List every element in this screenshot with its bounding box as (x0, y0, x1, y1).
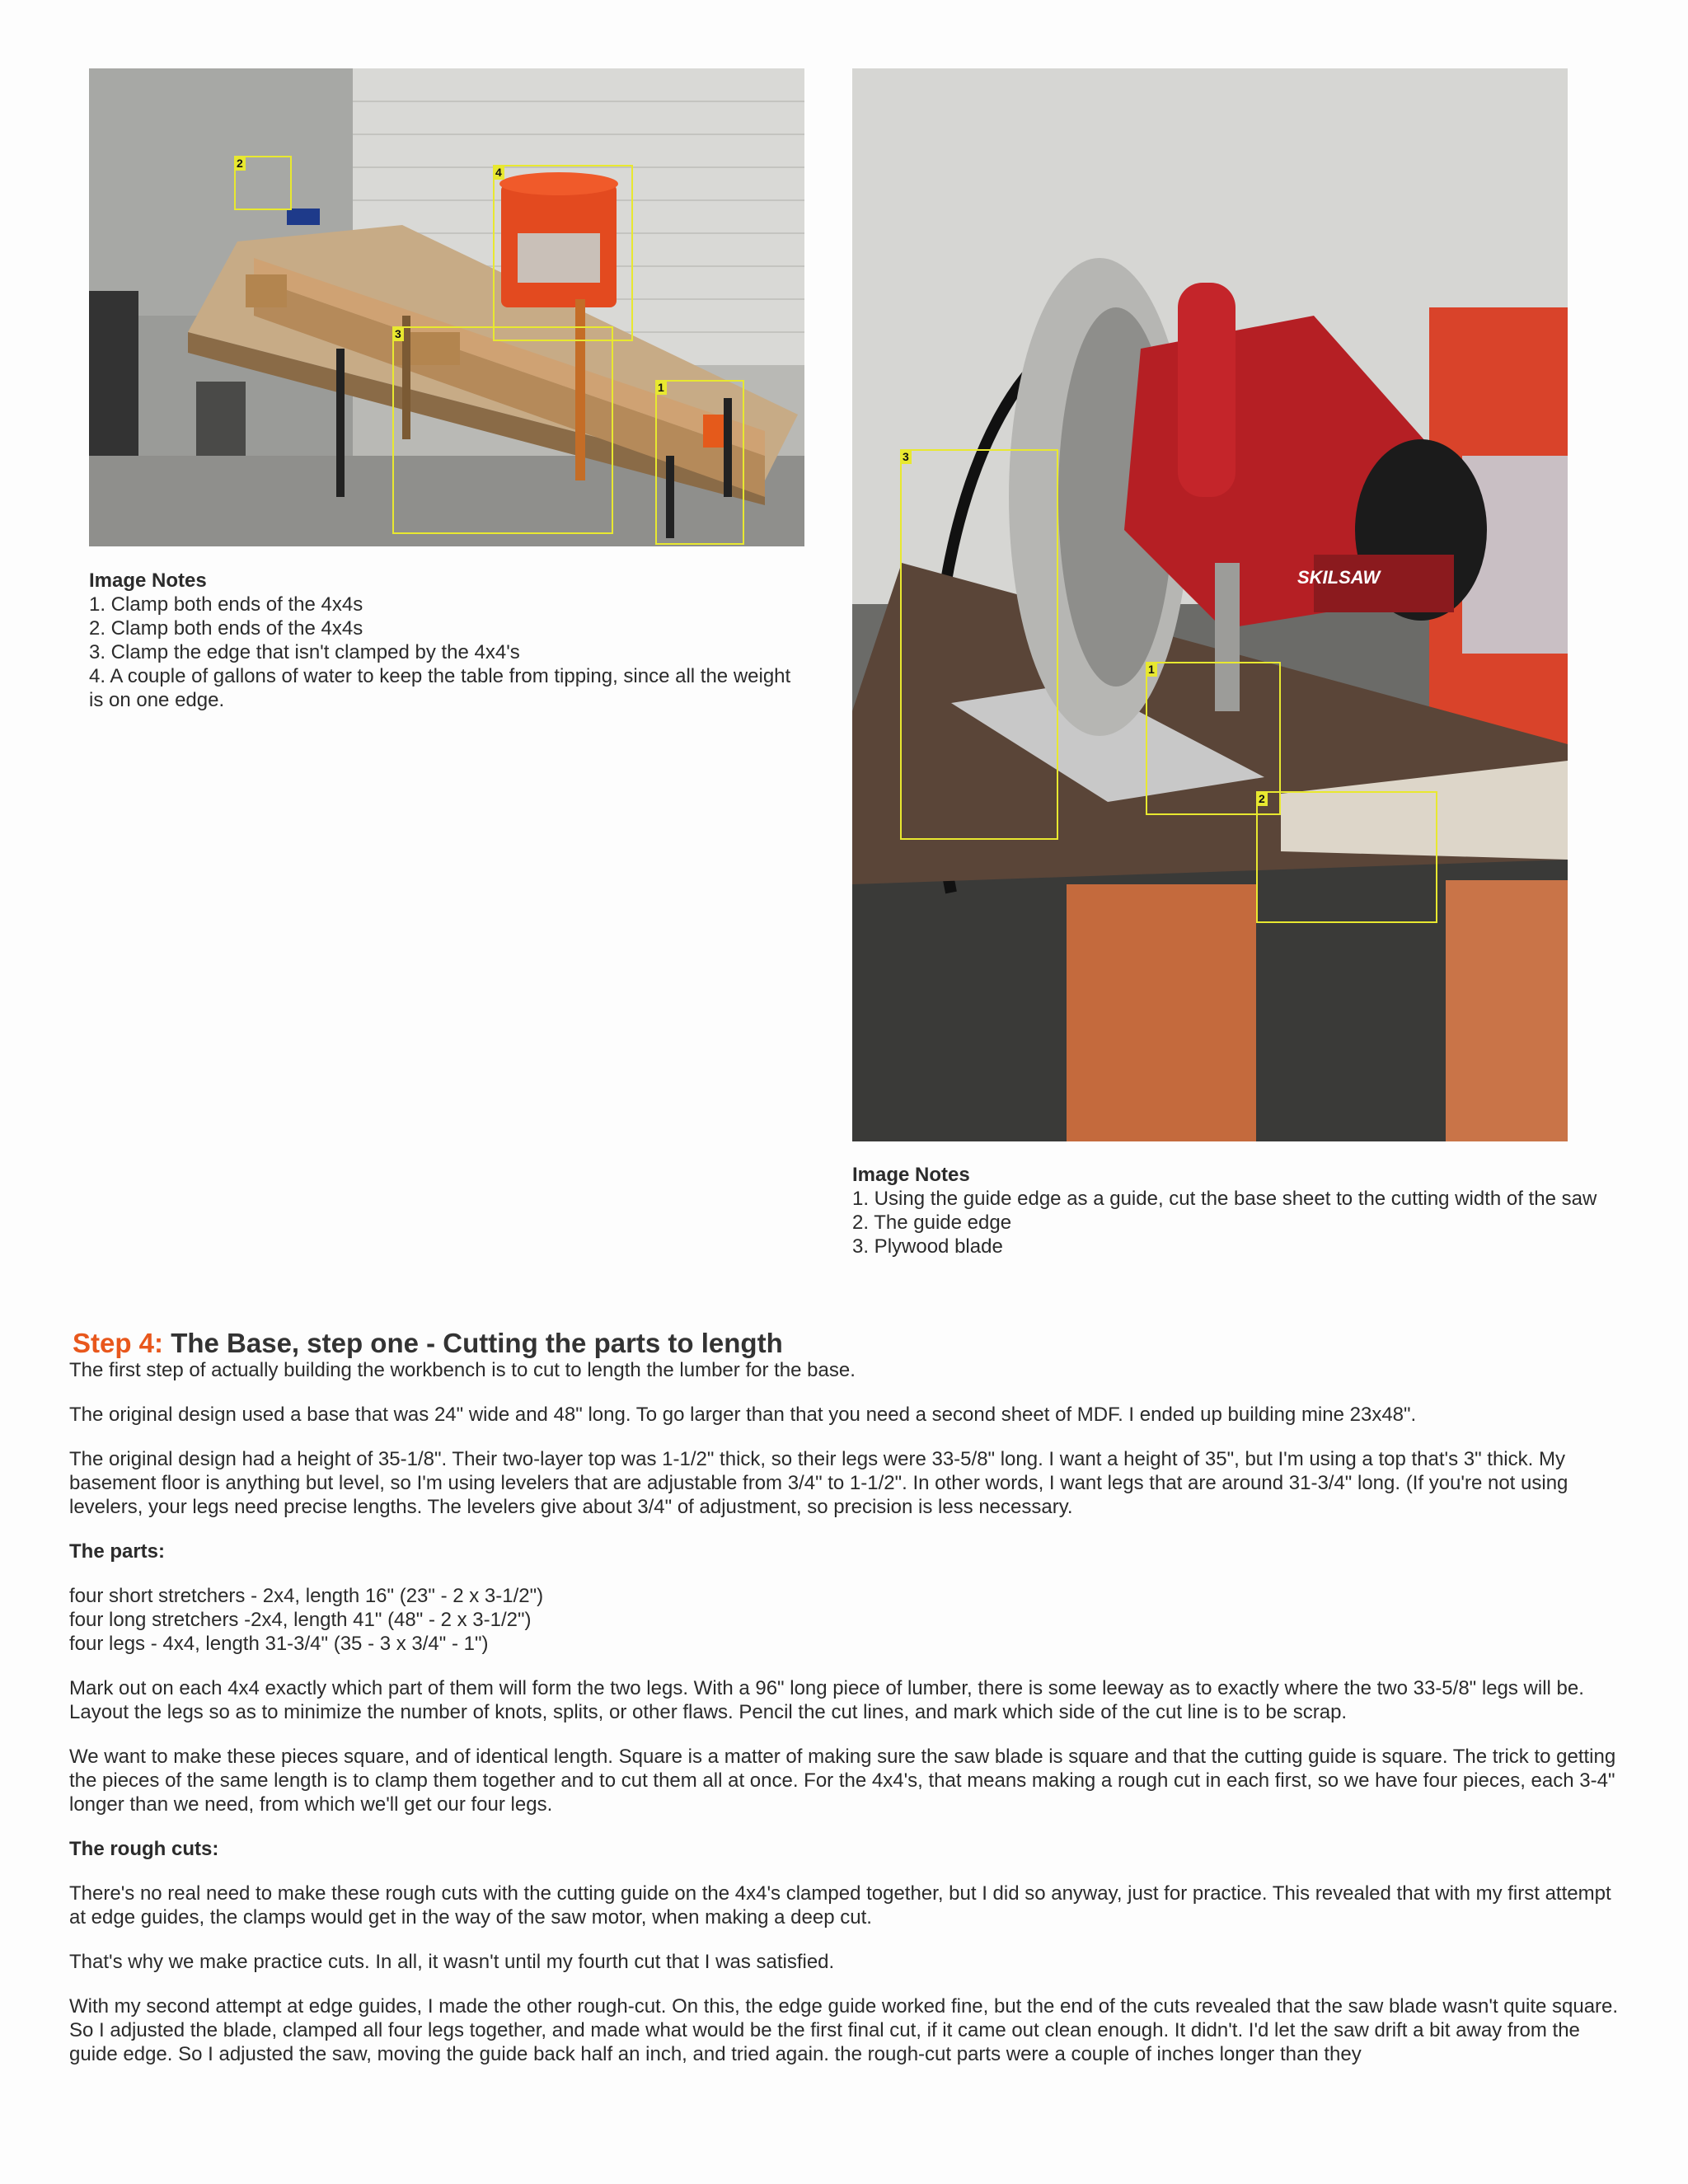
paragraph: The first step of actually building the workbench is to cut to length the lumber for the base. (69, 1359, 856, 1381)
image-notes-2 (852, 1163, 1611, 1258)
image-note-item: 1. Clamp both ends of the 4x4s (89, 593, 363, 616)
parts-list-item: four long stretchers -2x4, length 41" (48" - 2 x 3-1/2") (69, 1609, 532, 1631)
paragraph: Mark out on each 4x4 exactly which part of them will form the two legs. With a 96" long piece of lumber, there is some leeway as to exactly where the two 33-5/8" legs will be. Layout the legs so as to minimize the number of knots, splits, or other flaws. Pencil the cut lines, and mark which side of the cut line is to be scrap. (69, 1677, 1584, 1723)
paragraph: That's why we make practice cuts. In all, it wasn't until my fourth cut that I was satisfied. (69, 1951, 835, 1973)
image-note-item: 2. Clamp both ends of the 4x4s (89, 617, 363, 640)
paragraph: The original design had a height of 35-1/8". Their two-layer top was 1-1/2" thick, so their legs were 33-5/8" long. I want a height of 35", but I'm using a top that's 3" thick. My basement floor is anything but level, so I'm using levelers that are adjustable from 3/4" to 1-1/2". In other words, I want legs that are around 31-3/4" long. (If you're not using levelers, your legs need precise lengths. The levelers give about 3/4" of adjustment, so precision is less necessary. (69, 1448, 1568, 1518)
image-notes-title: Image Notes (89, 569, 207, 592)
image-note-item: 1. Using the guide edge as a guide, cut the base sheet to the cutting width of the saw (852, 1188, 1597, 1210)
parts-list-item: four short stretchers - 2x4, length 16" (23" - 2 x 3-1/2") (69, 1585, 544, 1607)
paragraph: With my second attempt at edge guides, I made the other rough-cut. On this, the edge guide worked fine, but the end of the cuts revealed that the saw blade wasn't quite square. So I adjusted the blade, clamped all four legs together, and made what would be the first final cut, if it came out clean enough. It didn't. I'd let the saw drift a bit away from the guide edge. So I adjusted the saw, moving the guide back half an inch, and tried again. the rough-cut parts were a couple of inches longer than they (69, 1995, 1619, 2065)
parts-list-item: four legs - 4x4, length 31-3/4" (35 - 3 x 3/4" - 1") (69, 1633, 489, 1655)
photo-marker-3: 3 (900, 449, 1058, 840)
image-note-item: 3. Clamp the edge that isn't clamped by the 4x4's (89, 641, 520, 663)
parts-list (69, 1584, 1627, 1656)
image-notes-title: Image Notes (852, 1164, 970, 1186)
paragraph: We want to make these pieces square, and of identical length. Square is a matter of making sure the saw blade is square and that the cutting guide is square. The trick to getting the pieces of the same length is to clamp them together and to cut them all at once. For the 4x4's, that means making a rough cut in each first, so we have four pieces, each 3-4" longer than we need, from which we'll get our four legs. (69, 1746, 1616, 1816)
photo-marker-4: 4 (493, 165, 633, 341)
step-heading (73, 1327, 1627, 1360)
photo-marker-1: 1 (1146, 662, 1281, 815)
step-body (69, 1358, 1627, 2066)
photo-marker-2: 2 (234, 156, 292, 210)
image-note-item: 3. Plywood blade (852, 1235, 1003, 1258)
rough-cuts-heading: The rough cuts: (69, 1838, 219, 1860)
step-section (69, 1327, 1627, 2087)
step-title: The Base, step one - Cutting the parts to length (171, 1328, 783, 1358)
photo-marker-2: 2 (1256, 791, 1437, 923)
step-number: Step 4: (73, 1328, 164, 1358)
image-note-item: 2. The guide edge (852, 1212, 1012, 1234)
paragraph: The original design used a base that was 24" wide and 48" long. To go larger than that you need a second sheet of MDF. I ended up building mine 23x48". (69, 1404, 1417, 1426)
photo-marker-3: 3 (392, 326, 613, 534)
saw-brand-label: SKILSAW (1297, 567, 1381, 588)
image-notes-1 (89, 569, 798, 712)
paragraph: There's no real need to make these rough cuts with the cutting guide on the 4x4's clamped together, but I did so anyway, just for practice. This revealed that with my first attempt at edge guides, the clamps would get in the way of the saw motor, when making a deep cut. (69, 1882, 1611, 1929)
photo-clamped-lumber (89, 68, 804, 546)
parts-heading: The parts: (69, 1540, 166, 1563)
photo-marker-1: 1 (655, 380, 744, 545)
photo-circular-saw (852, 68, 1568, 1141)
image-note-item: 4. A couple of gallons of water to keep the table from tipping, since all the weight is on one edge. (89, 665, 791, 711)
